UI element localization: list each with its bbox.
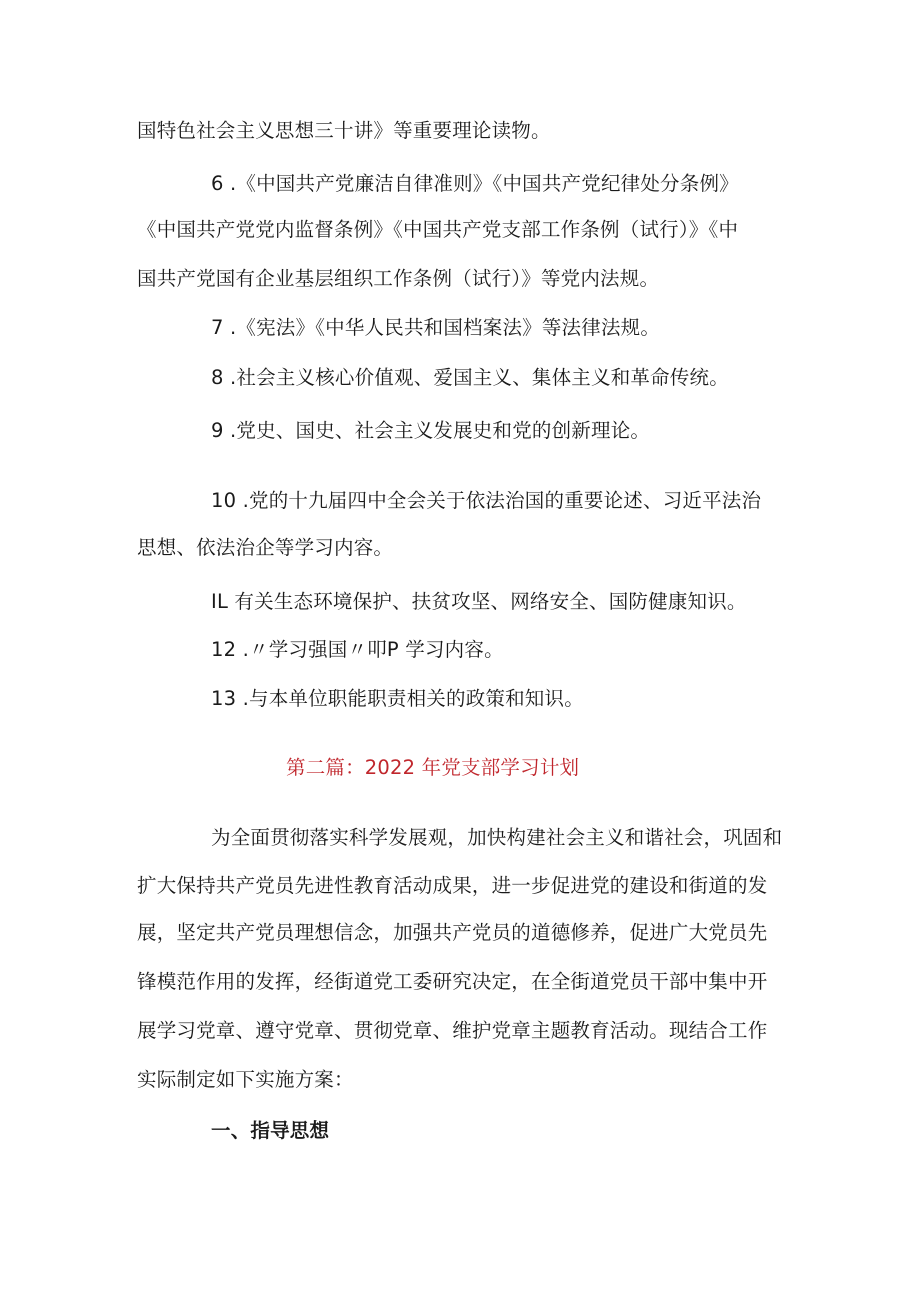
list-item-7: 7 .《宪法》《中华人民共和国档案法》等法律法规。 [211, 316, 661, 339]
list-item-8: 8 .社会主义核心价值观、爱国主义、集体主义和革命传统。 [211, 366, 729, 389]
paragraph-line: 为全面贯彻落实科学发展观，加快构建社会主义和谐社会，巩固和 [211, 826, 783, 849]
text-line: 思想、依法治企等学习内容。 [137, 536, 394, 559]
paragraph-line: 扩大保持共产党员先进性教育活动成果，进一步促进党的建设和街道的发 [137, 874, 768, 897]
list-item-6: 6 .《中国共产党廉洁自律准则》《中国共产党纪律处分条例》 [211, 172, 739, 195]
list-item-11: IL 有关生态环境保护、扶贫攻坚、网络安全、国防健康知识。 [211, 590, 747, 613]
paragraph-line: 展学习党章、遵守党章、贯彻党章、维护党章主题教育活动。现结合工作 [137, 1019, 768, 1042]
text-line: 《中国共产党党内监督条例》《中国共产党支部工作条例（试行）》《中 [137, 218, 739, 241]
text-line: 国特色社会主义思想三十讲》等重要理论读物。 [137, 119, 551, 142]
section-title: 第二篇：2022 年党支部学习计划 [286, 756, 580, 779]
list-item-10: 10 .党的十九届四中全会关于依法治国的重要论述、习近平法治 [211, 489, 762, 512]
paragraph-line: 锋模范作用的发挥，经街道党工委研究决定，在全街道党员干部中集中开 [137, 970, 768, 993]
paragraph-line: 展，坚定共产党员理想信念，加强共产党员的道德修养，促进广大党员先 [137, 921, 768, 944]
paragraph-line: 实际制定如下实施方案： [137, 1068, 354, 1091]
list-item-12: 12 .〃学习强国〃叩P 学习内容。 [211, 638, 504, 661]
heading-guiding-ideology: 一、指导思想 [211, 1119, 330, 1142]
text-line: 国共产党国有企业基层组织工作条例（试行）》等党内法规。 [137, 267, 660, 290]
list-item-9: 9 .党史、国史、社会主义发展史和党的创新理论。 [211, 419, 651, 442]
list-item-13: 13 .与本单位职能职责相关的政策和知识。 [211, 687, 584, 710]
